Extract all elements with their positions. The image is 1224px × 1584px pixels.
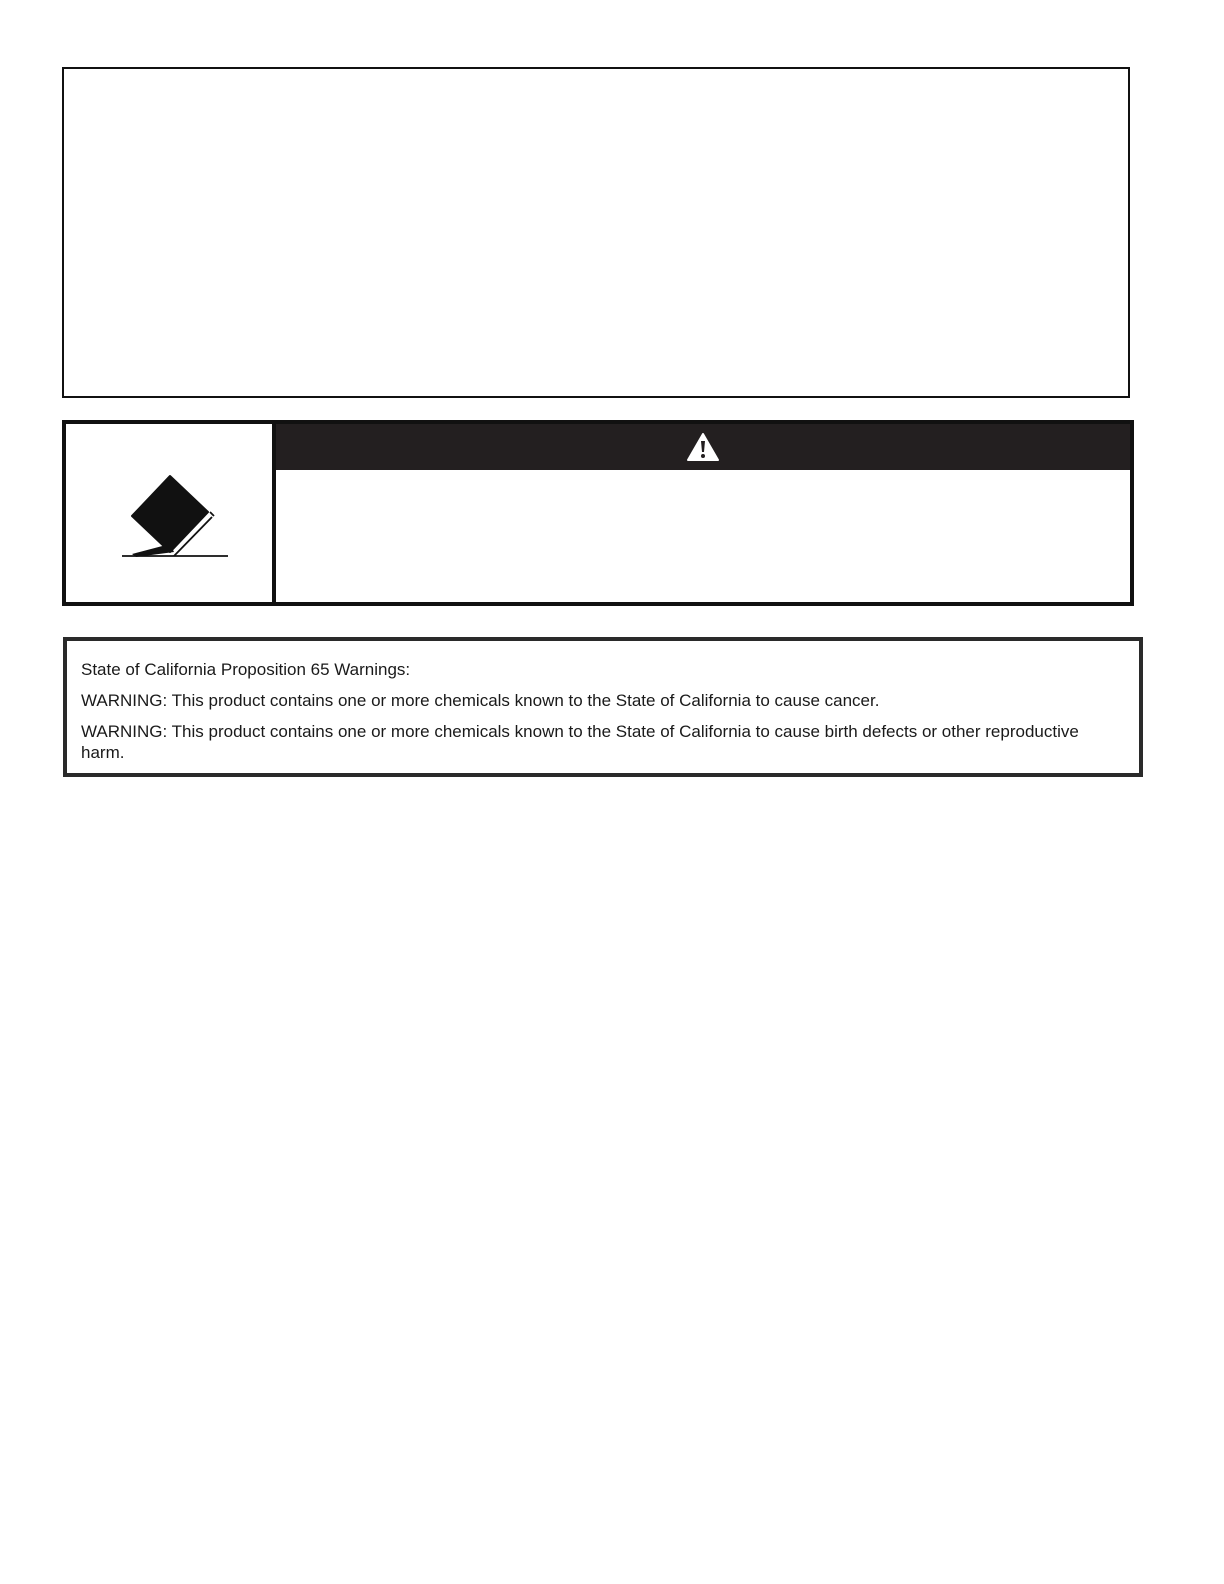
tip-over-warning-box bbox=[62, 420, 1134, 606]
warning-body bbox=[276, 470, 1130, 602]
prop65-reproductive-warning: WARNING: This product contains one or more chemicals known to the State of California to cause birth defects or other reproductive harm. bbox=[81, 722, 1079, 762]
prop65-cancer-warning: WARNING: This product contains one or more chemicals known to the State of California to cause cancer. bbox=[81, 691, 880, 710]
tip-over-icon-cell bbox=[66, 424, 276, 602]
warning-header-bar bbox=[276, 424, 1130, 470]
warning-triangle-icon bbox=[686, 432, 720, 462]
prop65-heading: State of California Proposition 65 Warnings: bbox=[81, 660, 411, 679]
top-empty-box bbox=[62, 67, 1130, 398]
tip-over-message-area bbox=[276, 424, 1130, 602]
prop65-warning-box bbox=[63, 637, 1143, 777]
tip-over-icon bbox=[118, 472, 230, 562]
